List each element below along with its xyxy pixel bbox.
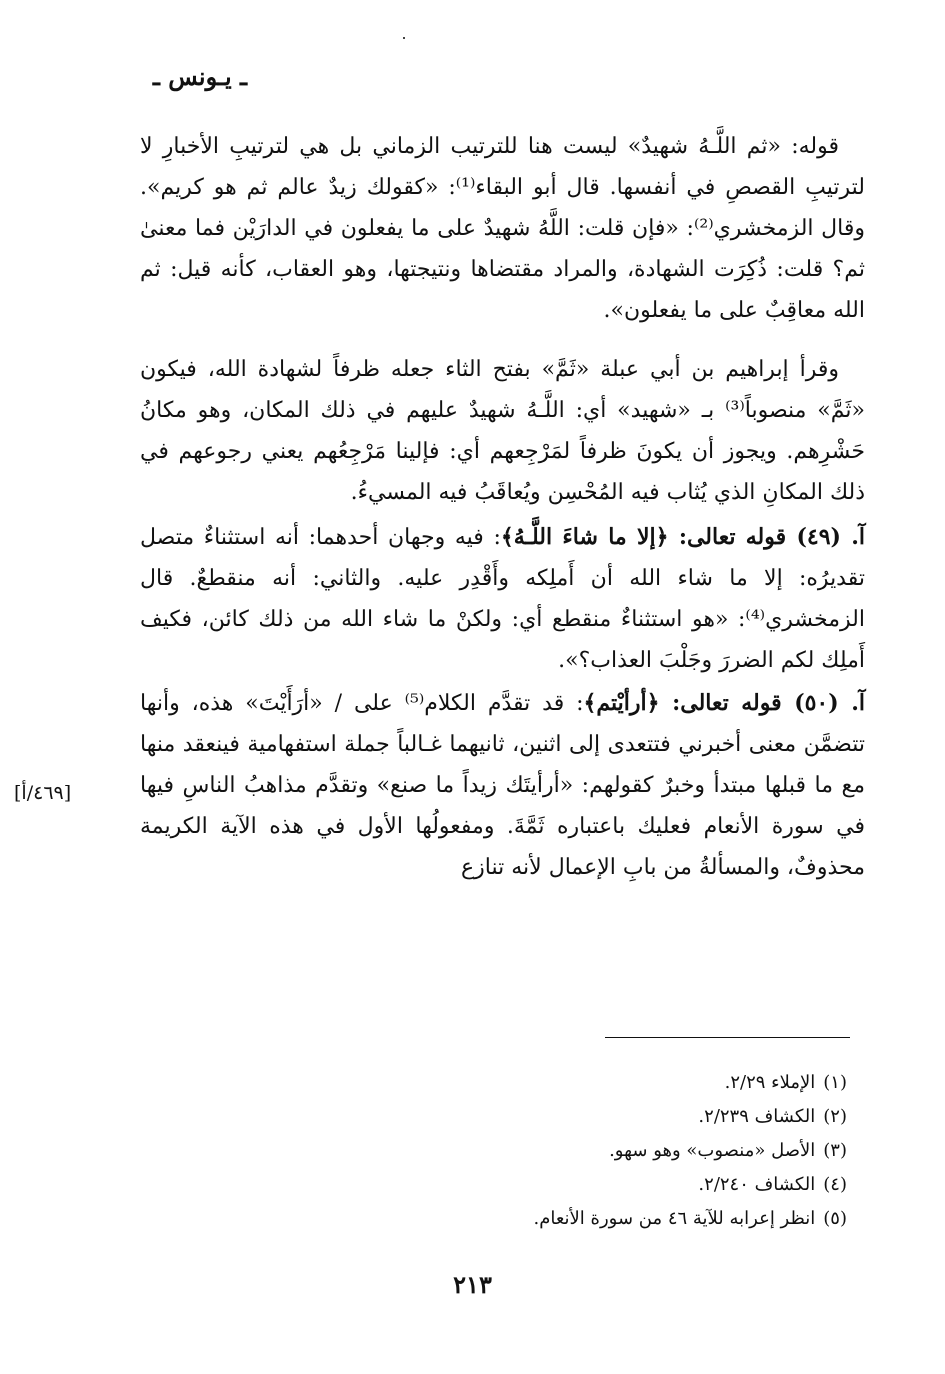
footnote-number: (٥)	[823, 1208, 847, 1229]
footnote-text: الأصل «منصوب» وهو سهو.	[609, 1140, 816, 1161]
footnote-text: الكشاف ٢/٢٣٩.	[698, 1106, 816, 1127]
paragraph-1-text: قوله: «ثم اللَّـهُ شهيدٌ» ليست هنا للترتيب الزماني بل هي لترتيبِ الأخبارِ لا لترتيبِ القصصِ في أنفسها. قال أبو البقاء⁽¹⁾: «كقولك زيدٌ عالم ثم هو كريم». وقال الزمخشري⁽²⁾: «فإن قلت: اللَّهُ شهيدٌ على ما يفعلون في الدارَيْن فما معنىٰ ثم؟ قلت: ذُكِرَت الشهادة، والمراد مقتضاها ونتيجتها، وهو العقاب، كأنه قيل: ثم الله معاقِبٌ على ما يفعلون».	[140, 134, 865, 323]
footnote-text: انظر إعرابه للآية ٤٦ من سورة الأنعام.	[533, 1208, 816, 1229]
paragraph-2-text: وقرأ إبراهيم بن أبي عبلة «ثَمَّ» بفتح الثاء جعله ظرفاً لشهادة الله، فيكون «ثَمَّ» منصوباً⁽³⁾ بـ «شهيد» أي: اللَّـهُ شهيدٌ عليهم في ذلك المكان، وهو مكانُ حَشْرِهم. ويجوز أن يكونَ ظرفاً لمَرْجِعهم أي: فإلينا مَرْجِعُهم يعني رجوعهم في ذلك المكانِ الذي يُثاب فيه المُحْسِن ويُعاقَبُ فيه المسيءُ.	[140, 357, 865, 505]
verse-50-heading: آ. (٥٠) قوله تعالى: ﴿أرأيْتم﴾	[583, 690, 865, 716]
paragraph-1	[140, 126, 865, 331]
footnote-text: الكشاف ٢/٢٤٠.	[698, 1174, 816, 1195]
main-text	[140, 126, 865, 888]
running-header: ـ يـونس ـ	[152, 62, 248, 91]
footnote-number: (٤)	[823, 1174, 847, 1195]
footnote	[427, 1202, 847, 1236]
paragraph-2	[140, 349, 865, 513]
verse-49-heading: آ. (٤٩) قوله تعالى: ﴿إلا ما شاءَ اللَّـهُ﴾	[500, 524, 866, 550]
footnotes	[427, 1066, 847, 1236]
footnote-number: (٢)	[823, 1106, 847, 1127]
footnote	[427, 1134, 847, 1168]
footnote	[427, 1100, 847, 1134]
footnote-text: الإملاء ٢/٢٩.	[724, 1072, 816, 1093]
footnote	[427, 1066, 847, 1100]
verse-49-text: : فيه وجهان أحدهما: أنه استثناءٌ متصل تقديرُه: إلا ما شاء الله أن أَملِكه وأَقْدِر عليه. والثاني: أنه منقطعٌ. قال الزمخشري⁽⁴⁾: «هو استثناءٌ منقطع أي: ولكنْ ما شاء الله من ذلك كائن، فكيف أَملِك لكم الضررَ وجَلْبَ العذاب؟».	[140, 525, 865, 673]
footnote-number: (١)	[823, 1072, 847, 1093]
footnote-divider	[605, 1037, 850, 1038]
manuscript-folio-marker: [٤٦٩/أ]	[14, 782, 72, 804]
speck	[403, 37, 405, 39]
verse-49-commentary	[140, 517, 865, 681]
footnote	[427, 1168, 847, 1202]
page-number: ٢١٣	[453, 1270, 492, 1299]
verse-50-text: : قد تقدَّم الكلام⁽⁵⁾ على / «أرَأَيْتَ» هذه، وأنها تتضمَّن معنى أخبرني فتتعدى إلى اثنين، ثانيهما غـالباً جملة استفهامية فينعقد منها مع ما قبلها مبتدأ وخبرٌ كقولهم: «أرأيتَك زيداً ما صنع» وتقدَّم مذاهبُ الناسِ فيها في سورة الأنعام فعليك باعتباره ثَمَّةَ. ومفعولُها الأول في هذه الآية الكريمة محذوفٌ، والمسألةُ من بابِ الإعمال لأنه تنازع	[140, 691, 865, 880]
footnote-number: (٣)	[823, 1140, 847, 1161]
verse-50-commentary	[140, 683, 865, 888]
